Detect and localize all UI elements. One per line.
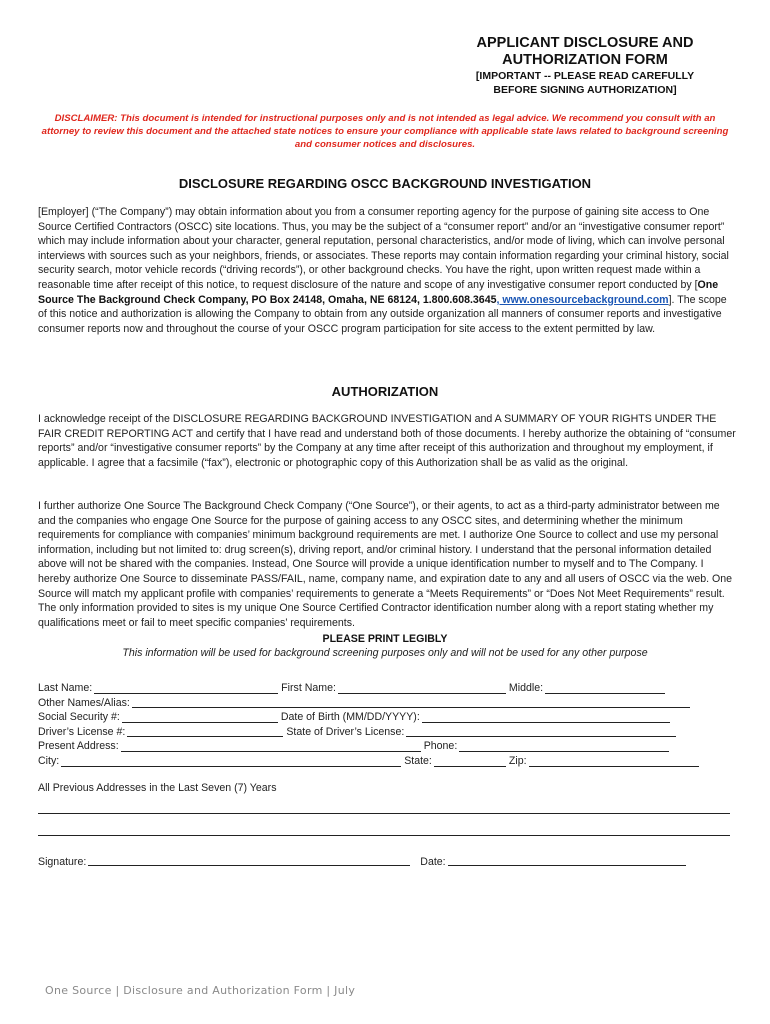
state-label: State: [404,754,432,767]
company-website-link[interactable]: , www.onesourcebackground.com [496,293,669,306]
applicant-fields [38,681,738,769]
first-name-field[interactable] [338,683,506,694]
phone-field[interactable] [459,741,669,752]
authorization-paragraph-1: I acknowledge receipt of the DISCLOSURE REGARDING BACKGROUND INVESTIGATION and A SUMMARY OF YOUR RIGHTS UNDER THE FAIR CREDIT REPORTING ACT and certify that I have read and understand both of those documents. I hereby authorize the obtaining of “consumer reports” and/or “investigative consumer reports” by the Company at any time after receipt of this authorization and throughout my employment, if applicable. I agree that a facsimile (“fax”), electronic or photographic copy of this Authorization shall be as valid as the original. [38,413,736,469]
city-label: City: [38,754,60,767]
date-label: Date: [420,856,446,868]
previous-address-line-1[interactable] [38,813,730,814]
license-label: Driver’s License #: [38,725,126,738]
present-address-label: Present Address: [38,740,119,753]
zip-label: Zip: [508,754,527,767]
license-field[interactable] [127,726,283,737]
company-contact-bold: One Source The Background Check Company, PO Box 24148, Omaha, NE 68124, 1.800.608.3645 [38,278,719,306]
license-state-field[interactable] [406,726,676,737]
important-note-line1: [IMPORTANT -- PLEASE READ CAREFULLY [475,70,695,82]
disclosure-paragraph [38,205,738,336]
dob-label: Date of Birth (MM/DD/YYYY): [280,711,420,724]
disclaimer-text: DISCLAIMER: This document is intended for instructional purposes only and is not intended as legal advice. We recommend you consult with an attorney to review this document and the attached state notices to ensure your compliance with applicable state laws related to background screening and consumer notices and disclosures. [41,113,729,150]
print-legibly-label: PLEASE PRINT LEGIBLY [322,633,448,645]
signature-label: Signature: [38,856,87,868]
form-title-line2: AUTHORIZATION FORM [502,52,668,68]
first-name-label: First Name: [281,682,336,694]
license-state-label: State of Driver’s License: [286,725,405,738]
important-note-line2: BEFORE SIGNING AUTHORIZATION] [493,84,677,96]
city-row [38,754,738,769]
date-field[interactable] [448,855,686,866]
name-row [38,681,738,696]
phone-label: Phone: [423,740,458,753]
signature-row [38,855,738,868]
previous-address-line-2[interactable] [38,835,730,836]
signature-field[interactable] [88,855,410,866]
last-name-field[interactable] [94,683,278,694]
disclosure-text-before: [Employer] (“The Company”) may obtain information about you from a consumer reporting agency for the purpose of gaining site access to One Source Certified Contractors (OSCC) site locations. Thus, you may be the subject of a “consumer report” and/or an “investigative consumer report” which may include information about your character, general reputation, personal characteristics, and/or mode of living, which can involve personal interviews with sources such as your neighbors, friends, or associates. These reports may contain information regarding your criminal history, social security search, motor vehicle records (“driving records”), or other background checks. You have the right, upon written request made within a reasonable time after receipt of this notice, to request disclosure of the nature and scope of any investigative consumer report conducted by [ [38,206,729,291]
page-footer: One Source | Disclosure and Authorization Form | July [45,984,356,997]
middle-name-field[interactable] [545,683,665,694]
zip-field[interactable] [529,756,699,767]
ssn-field[interactable] [122,712,278,723]
city-field[interactable] [61,756,401,767]
other-names-field[interactable] [132,697,690,708]
other-names-label: Other Names/Alias: [38,696,130,709]
last-name-label: Last Name: [38,682,93,694]
ssn-row [38,710,738,725]
present-address-field[interactable] [121,741,421,752]
previous-addresses-label: All Previous Addresses in the Last Seven (7) Years [38,782,277,794]
license-row [38,725,738,740]
state-field[interactable] [434,756,506,767]
authorization-paragraph-2: I further authorize One Source The Background Check Company (“One Source”), or their agents, to act as a third-party administrator between me and the companies who engage One Source for the purpose of gaining access to any OSCC sites, and determining whether the minimum requirements for compliance with companies’ minimum background requirements are met. I authorize One Source to collect and use my personal information, including but not limited to: drug screen(s), driving report, and/or criminal history. I understand that the personal information detailed above will not be shared with the companies. Instead, One Source will provide a unique identification number to myself and to The Company. I hereby authorize One Source to disseminate PASS/FAIL, name, company name, and expiration date to any and all users of OSCC via the web. One Source will match my applicant profile with companies’ requirements to generate a “Meets Requirements” or “Does Not Meet Requirements” result. The only information provided to sites is my unique One Source Certified Contractor identification number along with a report stating whether my qualifications meet or fail to meet specific companies’ requirements. [38,500,733,629]
usage-note: This information will be used for background screening purposes only and will not be used for any other purpose [122,647,648,659]
address-row [38,739,738,754]
authorization-heading: AUTHORIZATION [331,384,439,399]
disclosure-heading: DISCLOSURE REGARDING OSCC BACKGROUND INVESTIGATION [178,176,592,191]
disclosure-text-after: ]. The scope of this notice and authorization is allowing the Company to obtain from any outside organization all manners of consumer reports and investigative consumer reports now and throughout the course of your OSCC program participation for site access to the extent permitted by law. [38,293,727,335]
ssn-label: Social Security #: [38,711,120,724]
dob-field[interactable] [422,712,670,723]
alias-row [38,696,738,711]
form-title-line1: APPLICANT DISCLOSURE AND [476,35,694,51]
middle-name-label: Middle: [508,682,544,694]
